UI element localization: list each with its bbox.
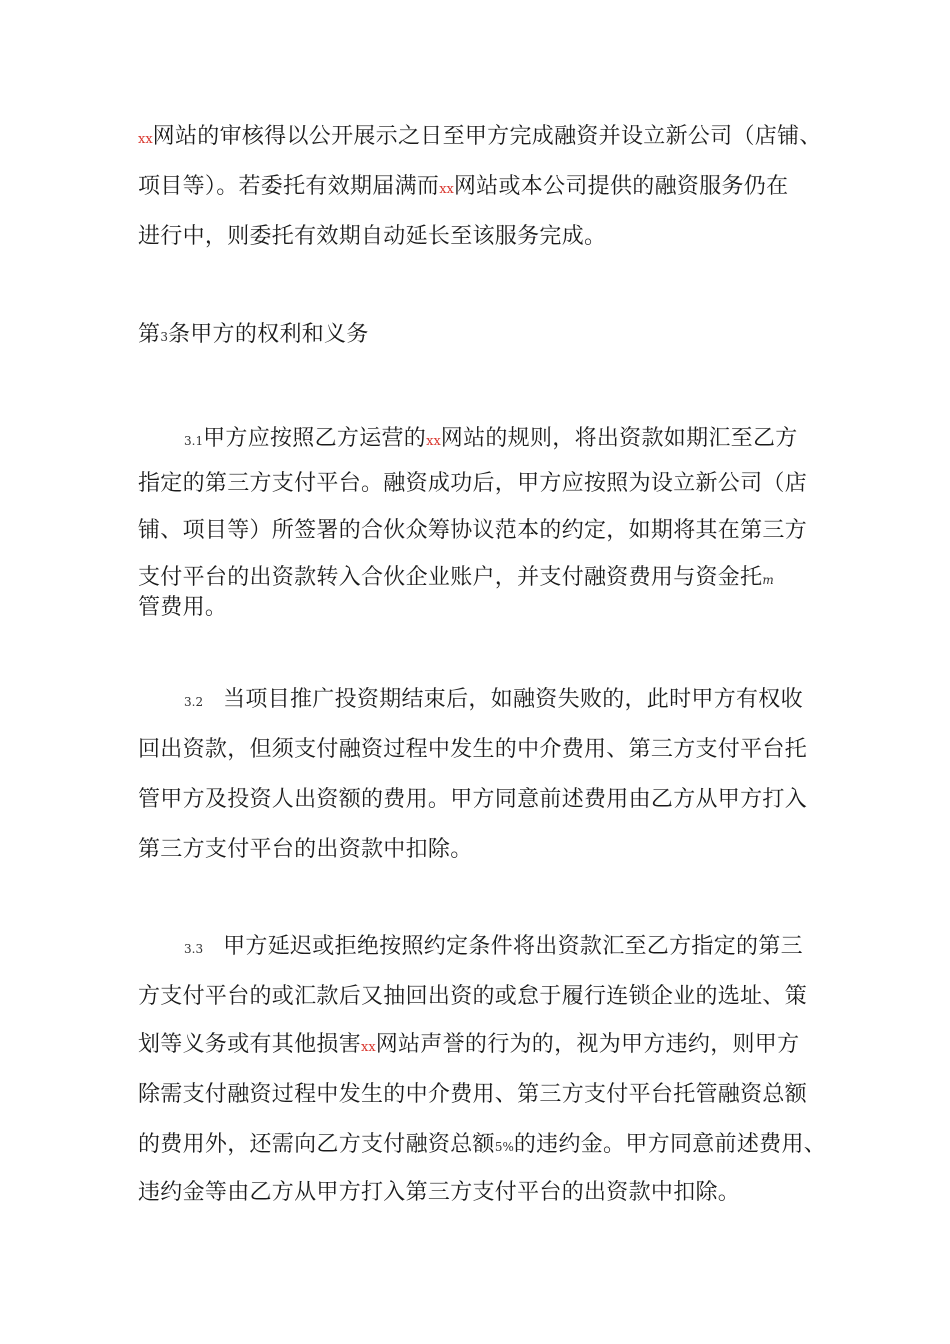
text-segment: 网站或本公司提供的融资服务仍在 bbox=[453, 174, 789, 199]
clause-3-2-line-3 bbox=[138, 785, 807, 815]
text-segment: 铺、项目等）所签署的合伙众筹协议范本的约定，如期将其在第三方 bbox=[138, 518, 808, 543]
heading-prefix: 第 bbox=[138, 322, 161, 347]
text-segment: 违约金等由乙方从甲方打入第三方支付平台的出资款中扣除。 bbox=[138, 1180, 741, 1205]
clause-3-2-line-2 bbox=[138, 735, 807, 765]
heading-text: 条甲方的权利和义务 bbox=[167, 322, 369, 347]
clause-3-3-line-2 bbox=[138, 982, 807, 1012]
text-segment: 方支付平台的或汇款后又抽回出资的或怠于履行连锁企业的选址、策 bbox=[138, 984, 808, 1009]
text-segment: 回出资款，但须支付融资过程中发生的中介费用、第三方支付平台托 bbox=[138, 737, 808, 762]
text-segment: 甲方延迟或拒绝按照约定条件将出资款汇至乙方指定的第三 bbox=[223, 934, 803, 959]
clause-3-2-line-1 bbox=[184, 685, 803, 717]
text-segment: 第三方支付平台的出资款中扣除。 bbox=[138, 837, 473, 862]
site-name-mark: xx bbox=[426, 434, 441, 449]
clause-number: 3.3 bbox=[184, 942, 204, 956]
heading-number: 3 bbox=[160, 330, 168, 344]
percentage-value: 5% bbox=[494, 1140, 514, 1154]
clause-3-3-line-1 bbox=[184, 932, 803, 964]
text-segment: 网站声誉的行为的，视为甲方违约，则甲方 bbox=[375, 1032, 800, 1057]
clause-number: 3.2 bbox=[184, 695, 204, 709]
text-segment: 进行中，则委托有效期自动延长至该服务完成。 bbox=[138, 224, 607, 249]
clause-3-3-line-4 bbox=[138, 1080, 807, 1110]
paragraph-1-line-1 bbox=[138, 122, 822, 155]
text-segment: 管费用。 bbox=[138, 595, 228, 620]
clause-number: 3.1 bbox=[184, 434, 204, 448]
paragraph-1-line-2 bbox=[138, 172, 788, 205]
clause-3-1-line-1 bbox=[184, 424, 798, 457]
clause-3-2-line-4 bbox=[138, 835, 473, 865]
site-name-mark: xx bbox=[138, 132, 153, 147]
clause-3-3-line-6 bbox=[138, 1178, 740, 1208]
text-segment: 指定的第三方支付平台。融资成功后，甲方应按照为设立新公司（店 bbox=[138, 471, 808, 496]
clause-3-1-line-3 bbox=[138, 516, 807, 546]
text-segment: 管甲方及投资人出资额的费用。甲方同意前述费用由乙方从甲方打入 bbox=[138, 787, 808, 812]
paragraph-1-line-3 bbox=[138, 222, 606, 252]
text-segment: 的费用外，还需向乙方支付融资总额 bbox=[138, 1132, 495, 1157]
clause-3-3-line-5 bbox=[138, 1130, 826, 1162]
text-segment: 甲方应按照乙方运营的 bbox=[203, 426, 427, 451]
text-segment: 支付平台的出资款转入合伙企业账户，并支付融资费用与资金托 bbox=[138, 565, 763, 590]
clause-3-3-line-3 bbox=[138, 1030, 799, 1063]
text-tail: m bbox=[762, 573, 774, 587]
clause-3-1-line-2 bbox=[138, 469, 807, 499]
text-segment: 划等义务或有其他损害 bbox=[138, 1032, 362, 1057]
site-name-mark: xx bbox=[361, 1040, 376, 1055]
clause-3-1-line-5 bbox=[138, 593, 227, 623]
text-segment: 当项目推广投资期结束后，如融资失败的，此时甲方有权收 bbox=[223, 687, 803, 712]
text-segment: 除需支付融资过程中发生的中介费用、第三方支付平台托管融资总额 bbox=[138, 1082, 808, 1107]
text-segment: 网站的审核得以公开展示之日至甲方完成融资并设立新公司（店铺、 bbox=[152, 124, 822, 149]
text-segment: 的违约金。甲方同意前述费用、 bbox=[513, 1132, 827, 1157]
section-heading bbox=[138, 320, 369, 352]
site-name-mark: xx bbox=[439, 182, 454, 197]
text-segment: 项目等）。若委托有效期届满而 bbox=[138, 174, 440, 199]
clause-3-1-line-4 bbox=[138, 563, 774, 595]
text-segment: 网站的规则，将出资款如期汇至乙方 bbox=[440, 426, 798, 451]
